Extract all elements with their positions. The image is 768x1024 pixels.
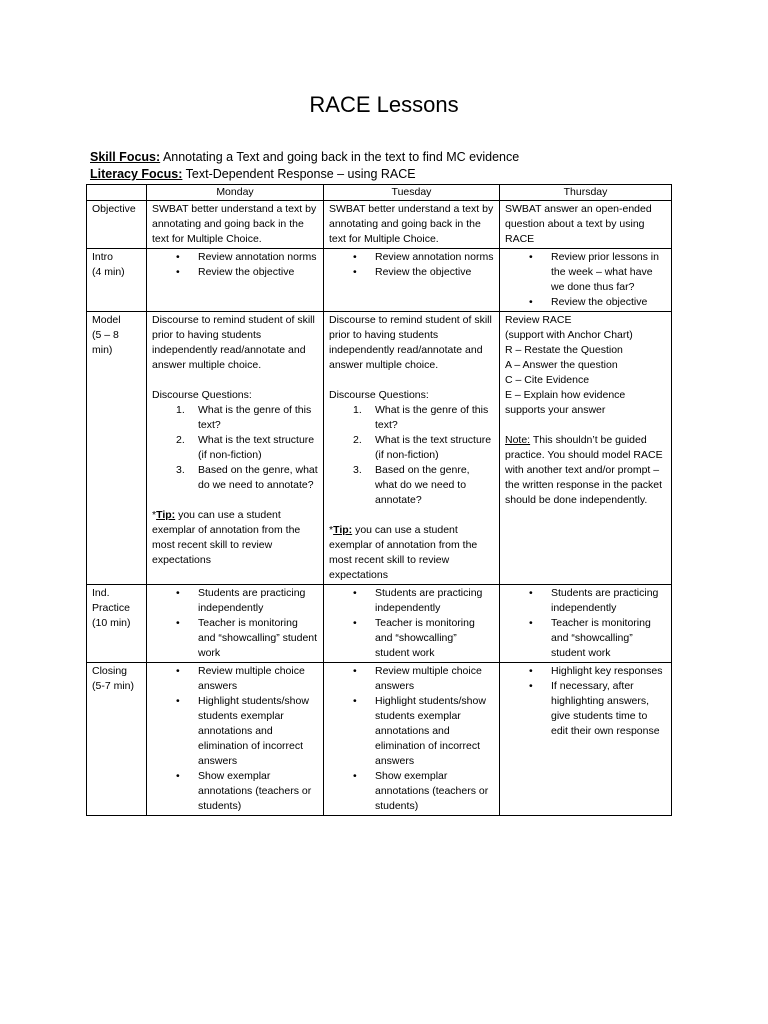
intro-label <box>87 249 147 312</box>
list-item: • Review multiple choice answers <box>152 664 318 694</box>
discourse-questions-heading: Discourse Questions: <box>329 389 429 401</box>
day-header-thursday: Thursday <box>500 185 672 201</box>
list-item: • Review prior lessons in the week – what have we done thus far? <box>505 250 666 295</box>
list-item: 2. What is the text structure (if non-fiction) <box>176 434 315 461</box>
list-item: 3. Based on the genre, what do we need to annotate? <box>353 464 470 506</box>
list-item: • Students are practicing independently <box>505 586 666 616</box>
page-title: RACE Lessons <box>309 92 459 117</box>
list-item: 3. Based on the genre, what do we need to annotate? <box>176 464 318 491</box>
list-item: • Show exemplar annotations (teachers or students) <box>152 769 318 814</box>
list-item: • Show exemplar annotations (teachers or students) <box>329 769 494 814</box>
list-item: • If necessary, after highlighting answers, give students time to edit their own response <box>505 679 666 739</box>
list-item: • Review the objective <box>505 295 666 310</box>
list-item: • Teacher is monitoring and “showcalling” student work <box>152 616 318 661</box>
objective-monday: SWBAT better understand a text by annotating and going back in the text for Multiple Choice. <box>147 201 324 249</box>
objective-row <box>87 201 672 249</box>
tip-text: *Tip: you can use a student exemplar of annotation from the most recent skill to review expectations <box>152 509 301 566</box>
ind-practice-label: Ind. Practice (10 min) <box>87 585 147 663</box>
list-item: • Teacher is monitoring and “showcalling” student work <box>505 616 666 661</box>
list-item: • Highlight key responses <box>505 664 666 679</box>
intro-thursday <box>500 249 672 312</box>
ind-practice-monday <box>147 585 324 663</box>
tip-text: *Tip: you can use a student exemplar of annotation from the most recent skill to review expectations <box>329 524 478 581</box>
model-label-line: Model <box>92 314 121 326</box>
list-item: • Highlight students/show students exemplar annotations and elimination of incorrect answers <box>152 694 318 769</box>
discourse-text: Discourse to remind student of skill prior to having students independently read/annotate and answer multiple choice. <box>152 314 315 371</box>
closing-label: Closing (5-7 min) <box>87 663 147 816</box>
list-item: • Highlight students/show students exemplar annotations and elimination of incorrect answers <box>329 694 494 769</box>
anchor-chart-note: (support with Anchor Chart) <box>505 329 633 341</box>
race-step: R – Restate the Question <box>505 344 623 356</box>
skill-focus-text: Annotating a Text and going back in the text to find MC evidence <box>160 150 520 164</box>
list-item: 1. What is the genre of this text? <box>353 404 489 431</box>
closing-monday <box>147 663 324 816</box>
day-header-monday: Monday <box>147 185 324 201</box>
objective-thursday: SWBAT answer an open-ended question about a text by using RACE <box>500 201 672 249</box>
note-text: Note: This shouldn’t be guided practice. You should model RACE with another text and/or prompt – the written response in the packet should be done independently. <box>505 434 663 506</box>
intro-monday <box>147 249 324 312</box>
model-time-line: (5 – 8 <box>92 329 119 341</box>
model-label <box>87 312 147 585</box>
list-item: • Students are practicing independently <box>152 586 318 616</box>
skill-focus-line <box>90 150 519 164</box>
intro-time: (4 min) <box>92 266 125 278</box>
list-item: • Review annotation norms <box>329 250 494 265</box>
model-tuesday <box>324 312 500 585</box>
closing-tuesday <box>324 663 500 816</box>
ind-practice-thursday <box>500 585 672 663</box>
ind-practice-tuesday <box>324 585 500 663</box>
model-row <box>87 312 672 585</box>
list-item: 1. What is the genre of this text? <box>176 404 312 431</box>
objective-tuesday: SWBAT better understand a text by annotating and going back in the text for Multiple Choice. <box>324 201 500 249</box>
review-race-heading: Review RACE <box>505 314 572 326</box>
literacy-focus-line <box>90 167 416 181</box>
intro-row <box>87 249 672 312</box>
list-item: 2. What is the text structure (if non-fiction) <box>353 434 492 461</box>
literacy-focus-label: Literacy Focus: <box>90 167 183 181</box>
intro-tuesday <box>324 249 500 312</box>
list-item: • Review multiple choice answers <box>329 664 494 694</box>
header-row <box>87 185 672 201</box>
closing-thursday <box>500 663 672 816</box>
list-item: • Review the objective <box>152 265 318 280</box>
model-monday <box>147 312 324 585</box>
lesson-plan-table <box>86 184 672 816</box>
discourse-text: Discourse to remind student of skill prior to having students independently read/annotate and answer multiple choice. <box>329 314 492 371</box>
list-item: • Students are practicing independently <box>329 586 494 616</box>
closing-row <box>87 663 672 816</box>
race-step: E – Explain how evidence supports your answer <box>505 389 626 416</box>
race-step: A – Answer the question <box>505 359 618 371</box>
model-time-unit: min) <box>92 344 113 356</box>
discourse-questions-heading: Discourse Questions: <box>152 389 252 401</box>
ind-practice-row <box>87 585 672 663</box>
list-item: • Review annotation norms <box>152 250 318 265</box>
race-step: C – Cite Evidence <box>505 374 590 386</box>
list-item: • Review the objective <box>329 265 494 280</box>
list-item: • Teacher is monitoring and “showcalling” student work <box>329 616 494 661</box>
corner-cell <box>87 185 147 201</box>
model-thursday <box>500 312 672 585</box>
skill-focus-label: Skill Focus: <box>90 150 161 164</box>
objective-label: Objective <box>87 201 147 249</box>
day-header-tuesday: Tuesday <box>324 185 500 201</box>
literacy-focus-text: Text-Dependent Response – using RACE <box>182 167 416 181</box>
intro-label-line: Intro <box>92 251 114 263</box>
